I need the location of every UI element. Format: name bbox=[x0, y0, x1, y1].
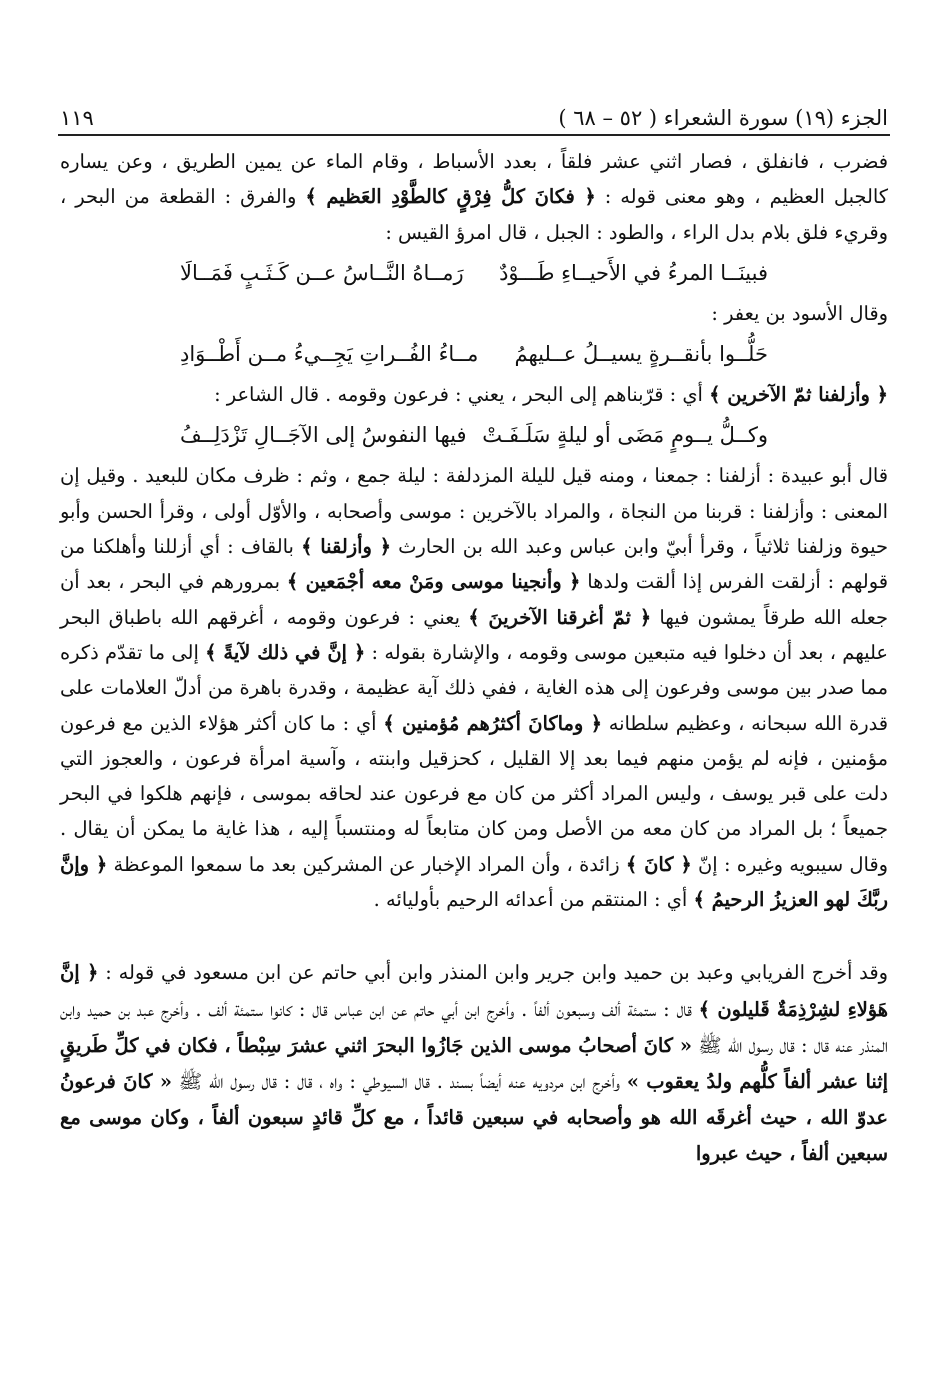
quran-quote: ﴿ وأزلقنا ﴾ bbox=[301, 535, 391, 559]
text-run: بمرورهم في البحر ، بعد أن جعله الله طرقاً يمشون فيها bbox=[60, 570, 888, 629]
poetry-verse-3 bbox=[60, 412, 888, 458]
hadith-quote: « كانَ أصحابُ موسى الذين جَازُوا البحرَ اثني عشرَ سِبْطاً ، فكان في كلِّ طَريقٍ إثنا عشر ألفاً كلُّهم ولدُ يعقوب » bbox=[60, 1033, 888, 1093]
quran-quote: ﴿ وأنجينا موسى ومَنْ معه أجْمَعين ﴾ bbox=[286, 570, 581, 594]
paragraph-5 bbox=[60, 955, 888, 1172]
paragraph-2 bbox=[60, 296, 888, 331]
quran-quote: ﴿ فكانَ كلُّ فِرْقٍ كالطَّوْدِ العَظيم ﴾ bbox=[305, 185, 596, 209]
verse-hemistich-left: رَمــاهُ النَّــاسُ عــن كَـثَـبٍ فَمَــالَا bbox=[180, 260, 464, 285]
quran-quote: ﴿ وإنَّ ربَّكَ لهو العزيزُ الرحيمُ ﴾ bbox=[60, 852, 888, 912]
quran-quote: ﴿ إنَّ في ذلك لآيةً ﴾ bbox=[205, 640, 366, 664]
text-run: وقال الأسود بن يعفر : bbox=[711, 301, 888, 325]
quran-quote: ﴿ وماكانَ أكثرُهم مُؤمنين ﴾ bbox=[383, 711, 602, 735]
text-run: قال أبو عبيدة : أزلفنا : جمعنا ، ومنه قيل لليلة المزدلفة : ليلة جمع ، وثم : ظرف مكان للبعيد . وقيل إن المعنى : وأزلفنا : قربنا من النجاة ، والمراد بالآخرين : موسى وأصحابه ، والأوّل أولى ، وقرأ الحسن وأبو حيوة وزلفنا ثلاثياً ، وقرأ أبيّ وابن عباس وعبد الله بن الحارث bbox=[60, 464, 888, 559]
paragraph-4 bbox=[60, 458, 888, 917]
quran-quote: ﴿ ثمّ أغرقنا الآخرينَ ﴾ bbox=[468, 605, 652, 629]
running-header bbox=[60, 96, 888, 130]
text-run: قال : ستمئة ألف وسبعون ألفاً . وأخرج ابن أبي حاتم عن ابن عباس قال : كانوا ستمئة ألف . وأخرج عبد بن حميد وابن المنذر عنه قال : قال رسول الله ﷺ bbox=[60, 997, 888, 1057]
verse-hemistich-left: مــاءُ الفُــراتِ يَجِــيءُ مــن أَطْــوَادِ bbox=[180, 342, 479, 367]
quran-quote: ﴿ وأزلفنا ثمّ الآخرين ﴾ bbox=[709, 383, 888, 407]
text-run: وأخرج ابن مردويه عنه أيضاً بسند . قال السيوطي : واه ، قال : قال رسول الله ﷺ bbox=[172, 1069, 627, 1093]
running-title: الجزء (١٩) سورة الشعراء ( ٥٢ – ٦٨ ) bbox=[558, 106, 888, 130]
verse-hemistich-left: فيها النفوسُ إلى الآجَــالِ تَزْدَلِــفُ bbox=[180, 423, 467, 448]
poetry-verse-1 bbox=[60, 250, 888, 296]
verse-hemistich-right: حَلُّــوا بأنقــرةٍ يسيــلُ عــليهمُ bbox=[514, 342, 768, 367]
quran-quote: ﴿ كانَ ﴾ bbox=[625, 852, 692, 876]
paragraph-1 bbox=[60, 144, 888, 250]
verse-hemistich-right: فبينَــا المرءُ في الأَحيــاءِ طَـــوْدٌ bbox=[499, 260, 768, 285]
commentary-body bbox=[60, 144, 888, 1173]
section-gap bbox=[60, 917, 888, 955]
text-run: والفرق : القطعة من البحر ، وقريء فلق بلام بدل الراء ، والطود : الجبل ، قال امرؤ القيس : bbox=[60, 185, 888, 244]
text-run: فضرب ، فانفلق ، فصار اثني عشر فلقاً ، بعدد الأسباط ، وقام الماء عن يمين الطريق ، وعن يساره كالجبل العظيم ، وهو معنى قوله : bbox=[60, 150, 888, 209]
quran-quote: ﴿ إنَّ هَؤلاءِ لشِرْذِمَةٌ قَليلون ﴾ bbox=[60, 961, 889, 1021]
text-run: إلى ما تقدّم ذكره مما صدر بين موسى وفرعون إلى هذه الغاية ، ففي ذلك آية عظيمة ، وقدرة باهرة من أدلّ العلامات على قدرة الله سبحانه ، وعظيم سلطانه bbox=[60, 640, 889, 735]
text-run: وقد أخرج الفريابي وعبد بن حميد وابن جرير وابن المنذر وابن أبي حاتم عن ابن مسعود في قوله : bbox=[98, 961, 888, 985]
paragraph-3 bbox=[60, 377, 888, 412]
text-run: أي : المنتقم من أعدائه الرحيم بأوليائه . bbox=[373, 888, 694, 912]
text-run: أي : ما كان أكثر هؤلاء الذين مع فرعون مؤمنين ، فإنه لم يؤمن منهم فيما بعد إلا القليل ، كحزقيل وابنته ، وآسية امرأة فرعون ، والعجوز التي دلت على قبر يوسف ، وليس المراد أكثر من كان مع فرعون عند لحاقه بموسى ، فإنهم هلكوا في البحر جميعاً ؛ بل المراد من كان معه من الأصل ومن كان متابعاً له ومنتسباً إليه ، هذا غاية ما يمكن أن يقال . وقال سيبويه وغيره : إنّ bbox=[60, 711, 888, 876]
verse-hemistich-right: وكــلُّ يــومٍ مَضَى أو ليلةٍ سَلَـفَـتْ bbox=[482, 423, 768, 448]
text-run: بالقاف : أي أزللنا وأهلكنا من قولهم : أزلقت الفرس إذا ألقت ولدها bbox=[60, 535, 889, 594]
header-divider bbox=[58, 134, 890, 136]
hadith-quote: « كانَ فرعونُ عدوّ الله ، حيث أغرقَه الله هو وأصحابه في سبعين قائداً ، مع كلِّ قائدٍ سبعون ألفاً ، وكان موسى مع سبعين ألفاً ، حيث عبروا bbox=[60, 1069, 888, 1166]
text-run: زائدة ، وأن المراد الإخبار عن المشركين بعد ما سمعوا الموعظة bbox=[107, 852, 626, 876]
page-number: ١١٩ bbox=[60, 106, 94, 130]
poetry-verse-2 bbox=[60, 331, 888, 377]
text-run: يعني : فرعون وقومه ، أغرقهم الله باطباق البحر عليهم ، بعد أن دخلوا فيه متبعين موسى وقومه ، والإشارة بقوله : bbox=[60, 605, 888, 664]
text-run: أي : قرّبناهم إلى البحر ، يعني : فرعون وقومه . قال الشاعر : bbox=[214, 383, 710, 407]
